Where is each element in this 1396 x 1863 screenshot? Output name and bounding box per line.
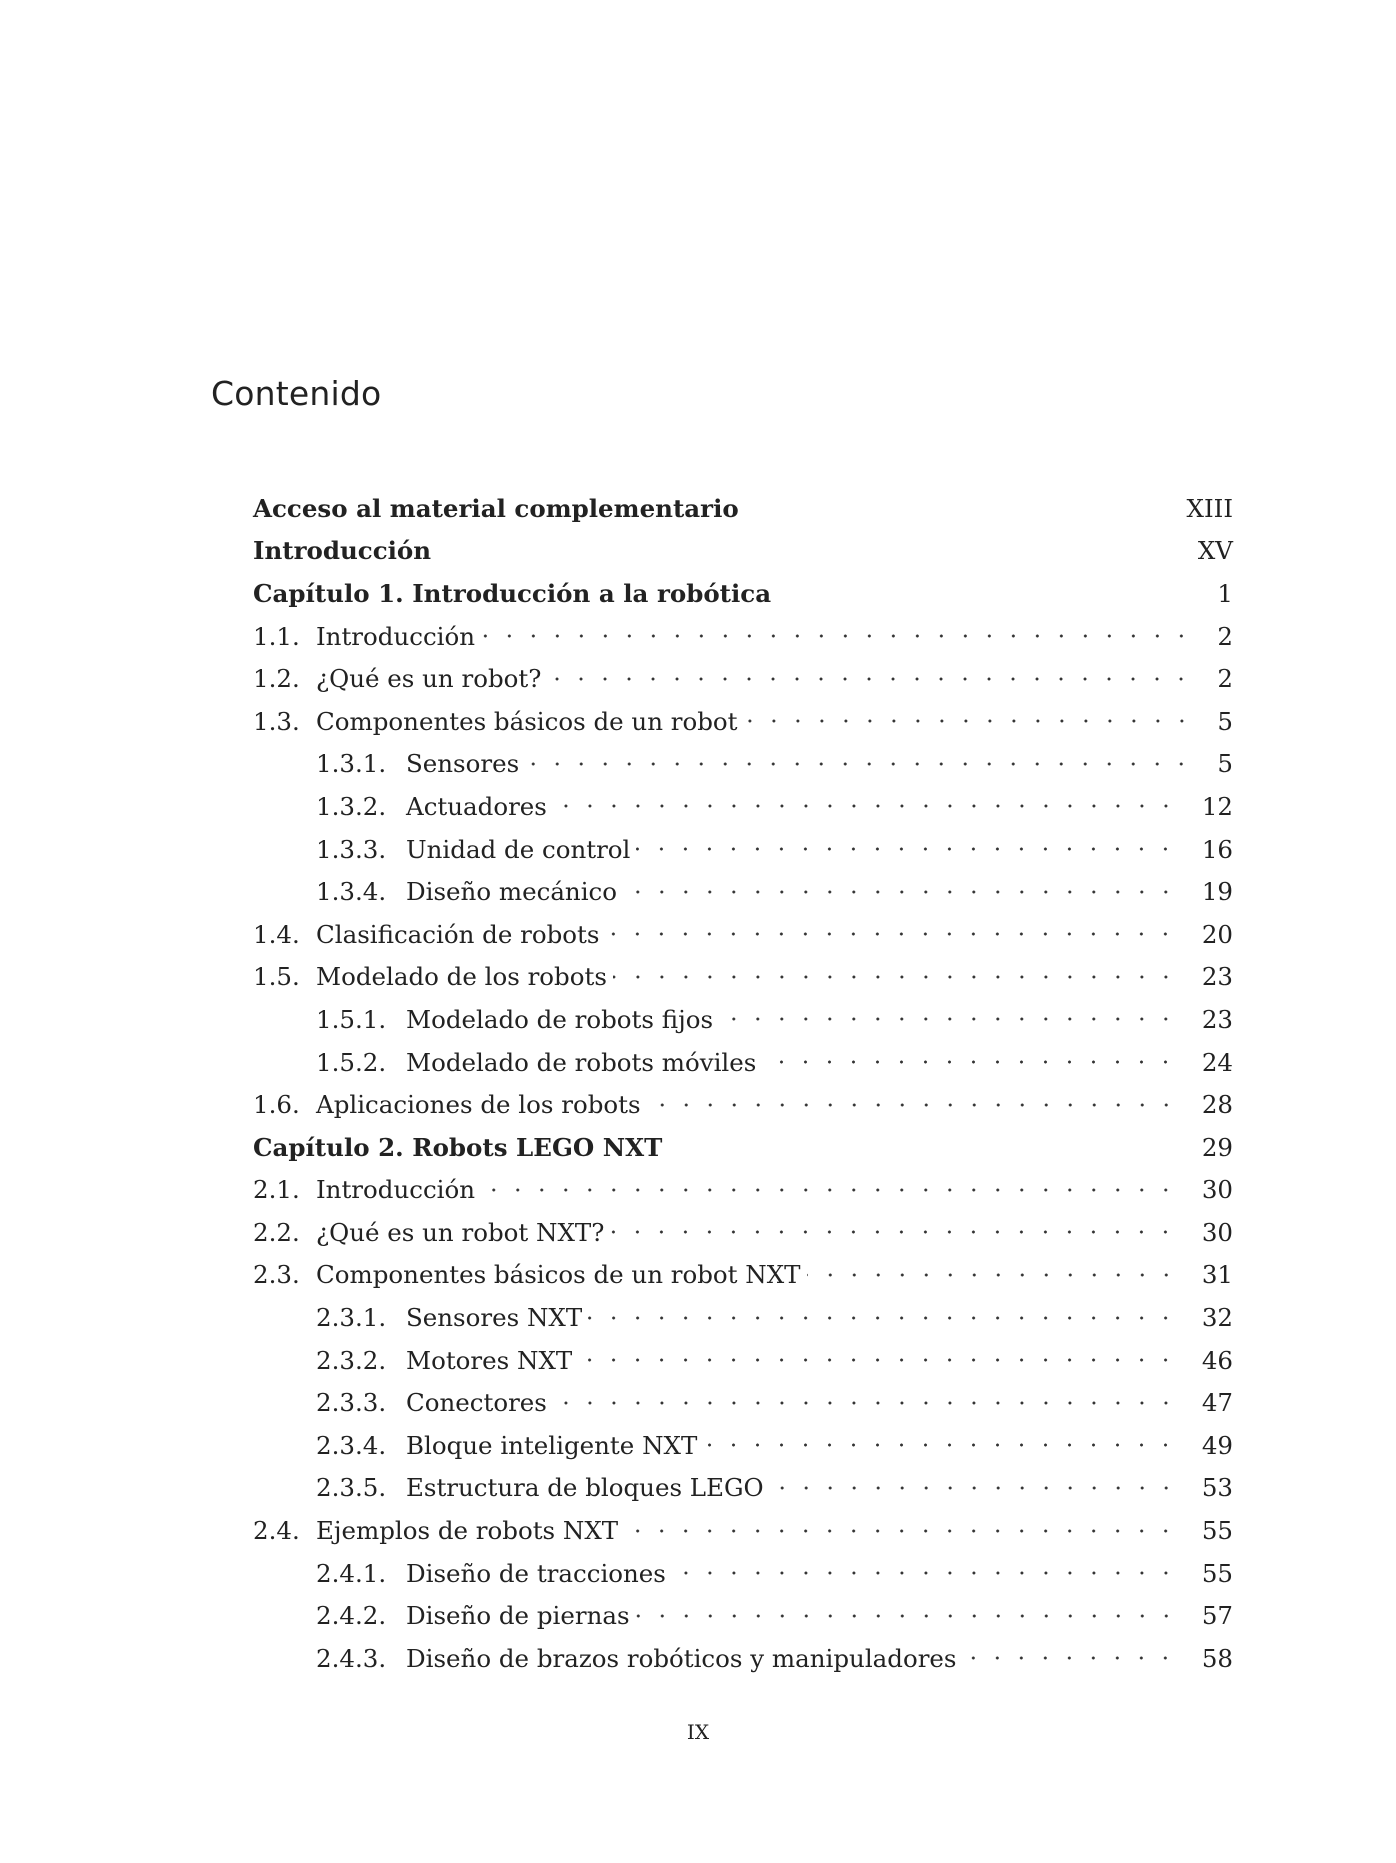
toc-entry-title: Clasificación de robots (316, 919, 600, 949)
toc-page-number: 57 (1201, 1601, 1233, 1631)
toc-section-number: 2.4. (253, 1516, 300, 1546)
toc-section-number: 2.4.1. (316, 1558, 387, 1588)
toc-entry-title: Capítulo 2. Robots LEGO NXT (253, 1132, 663, 1162)
toc-section-number: 2.2. (253, 1217, 300, 1247)
toc-section-number: 1.3.1. (316, 749, 387, 779)
toc-section-number: 1.3.3. (316, 834, 387, 864)
dot-leader (481, 624, 1193, 648)
toc-section-number: 1.2. (253, 664, 300, 694)
toc-entry-title: Diseño de tracciones (406, 1558, 666, 1588)
toc-section-entry (253, 1424, 1233, 1467)
toc-section-number: 2.1. (253, 1175, 300, 1205)
toc-entry-title: Modelado de robots fijos (406, 1004, 714, 1034)
toc-section-entry (253, 1509, 1233, 1552)
toc-page-number: 58 (1201, 1643, 1233, 1673)
toc-section-number: 2.3.5. (316, 1473, 387, 1503)
toc-entry-title: Modelado de robots móviles (406, 1047, 757, 1077)
toc-chapter-entry (253, 1126, 1233, 1169)
toc-section-entry (253, 1041, 1233, 1084)
toc-entry-title: Modelado de los robots (316, 962, 607, 992)
dot-leader (636, 1604, 1178, 1628)
toc-entry-title: Motores NXT (406, 1345, 573, 1375)
toc-page-number: 12 (1201, 791, 1233, 821)
dot-leader (744, 709, 1194, 733)
toc-page-number: XIII (1186, 493, 1233, 523)
toc-section-number: 2.3.3. (316, 1388, 387, 1418)
toc-page-number: 30 (1201, 1175, 1233, 1205)
dot-leader (624, 1519, 1178, 1543)
toc-page-number: 19 (1201, 877, 1233, 907)
toc-section-number: 1.5. (253, 962, 300, 992)
dot-leader (636, 837, 1177, 861)
toc-page-number: 2 (1217, 621, 1233, 651)
toc-section-number: 1.6. (253, 1090, 300, 1120)
toc-entry-title: Diseño de brazos robóticos y manipuladores (406, 1643, 957, 1673)
toc-section-entry (253, 1381, 1233, 1424)
toc-entry-title: Capítulo 1. Introducción a la robótica (253, 578, 772, 608)
toc-section-entry (253, 913, 1233, 956)
toc-section-entry (253, 1467, 1233, 1510)
dot-leader (553, 794, 1178, 818)
toc-section-entry (253, 657, 1233, 700)
toc-entry-title: Estructura de bloques LEGO (406, 1473, 764, 1503)
dot-leader (623, 880, 1178, 904)
toc-page-number: 23 (1201, 962, 1233, 992)
toc-entry-title: Bloque inteligente NXT (406, 1430, 698, 1460)
dot-leader (672, 1561, 1178, 1585)
toc-entry-title: Conectores (406, 1388, 547, 1418)
toc-entry-title: Actuadores (406, 791, 547, 821)
dot-leader (481, 1178, 1178, 1202)
page-title: Contenido (211, 374, 382, 413)
dot-leader (553, 1391, 1178, 1415)
toc-section-entry (253, 956, 1233, 999)
toc-entry-title: Diseño mecánico (406, 877, 618, 907)
toc-entry-title: Sensores (406, 749, 520, 779)
toc-page-number: 55 (1201, 1516, 1233, 1546)
page-number: IX (686, 1720, 710, 1744)
toc-chapter-entry (253, 487, 1233, 530)
toc-section-entry (253, 998, 1233, 1041)
toc-section-entry (253, 1339, 1233, 1382)
toc-section-number: 1.4. (253, 919, 300, 949)
toc-chapter-entry (253, 572, 1233, 615)
toc-section-entry (253, 1169, 1233, 1212)
dot-leader (807, 1263, 1178, 1287)
dot-leader (962, 1646, 1177, 1670)
toc-section-number: 1.3.4. (316, 877, 387, 907)
toc-entry-title: Acceso al material complementario (253, 493, 739, 523)
dot-leader (647, 1093, 1178, 1117)
toc-page-number: 28 (1201, 1090, 1233, 1120)
dot-leader (703, 1433, 1178, 1457)
toc-page-number: 24 (1201, 1047, 1233, 1077)
toc-entry-title: Componentes básicos de un robot (316, 706, 738, 736)
toc-section-number: 2.3.4. (316, 1430, 387, 1460)
dot-leader (547, 667, 1193, 691)
dot-leader (610, 1220, 1177, 1244)
toc-section-entry (253, 1552, 1233, 1595)
toc-section-entry (253, 615, 1233, 658)
toc-section-number: 1.5.2. (316, 1047, 387, 1077)
toc-page-number: 55 (1201, 1558, 1233, 1588)
toc-section-entry (253, 1594, 1233, 1637)
dot-leader (762, 1050, 1177, 1074)
toc-section-number: 1.1. (253, 621, 300, 651)
toc-page-number: 46 (1201, 1345, 1233, 1375)
toc-page-number: 31 (1201, 1260, 1233, 1290)
toc-section-number: 2.3.1. (316, 1303, 387, 1333)
toc-page-number: 23 (1201, 1004, 1233, 1034)
dot-leader (613, 965, 1178, 989)
toc-section-number: 1.3. (253, 706, 300, 736)
toc-section-entry (253, 1211, 1233, 1254)
toc-entry-title: Introducción (253, 536, 432, 566)
dot-leader (588, 1306, 1178, 1330)
toc-section-entry (253, 1637, 1233, 1680)
toc-section-number: 1.5.1. (316, 1004, 387, 1034)
table-of-contents (253, 487, 1233, 1680)
toc-entry-title: Diseño de piernas (406, 1601, 630, 1631)
toc-entry-title: Introducción (316, 621, 476, 651)
toc-section-number: 2.3. (253, 1260, 300, 1290)
toc-section-number: 2.3.2. (316, 1345, 387, 1375)
toc-entry-title: ¿Qué es un robot? (316, 664, 542, 694)
toc-entry-title: Ejemplos de robots NXT (316, 1516, 619, 1546)
toc-page-number: 32 (1201, 1303, 1233, 1333)
toc-section-entry (253, 870, 1233, 913)
toc-entry-title: Introducción (316, 1175, 476, 1205)
toc-entry-title: Sensores NXT (406, 1303, 583, 1333)
toc-section-entry (253, 1254, 1233, 1297)
toc-page-number: XV (1197, 536, 1233, 566)
toc-page-number: 30 (1201, 1217, 1233, 1247)
toc-section-number: 1.3.2. (316, 791, 387, 821)
toc-section-number: 2.4.3. (316, 1643, 387, 1673)
toc-page-number: 20 (1201, 919, 1233, 949)
dot-leader (525, 752, 1193, 776)
dot-leader (719, 1007, 1178, 1031)
toc-section-entry (253, 785, 1233, 828)
toc-section-entry (253, 1083, 1233, 1126)
toc-page-number: 16 (1201, 834, 1233, 864)
toc-section-number: 2.4.2. (316, 1601, 387, 1631)
toc-page-number: 29 (1201, 1132, 1233, 1162)
toc-section-entry (253, 828, 1233, 871)
toc-page-number: 5 (1217, 706, 1233, 736)
toc-page-number: 49 (1201, 1430, 1233, 1460)
toc-page-number: 1 (1217, 578, 1233, 608)
toc-page-number: 2 (1217, 664, 1233, 694)
toc-entry-title: Aplicaciones de los robots (316, 1090, 641, 1120)
toc-section-entry (253, 743, 1233, 786)
toc-page-number: 47 (1201, 1388, 1233, 1418)
dot-leader (578, 1348, 1178, 1372)
toc-entry-title: Unidad de control (406, 834, 631, 864)
toc-page-number: 53 (1201, 1473, 1233, 1503)
toc-entry-title: Componentes básicos de un robot NXT (316, 1260, 801, 1290)
dot-leader (770, 1476, 1178, 1500)
toc-section-entry (253, 700, 1233, 743)
toc-page-number: 5 (1217, 749, 1233, 779)
toc-entry-title: ¿Qué es un robot NXT? (316, 1217, 605, 1247)
dot-leader (605, 922, 1177, 946)
toc-section-entry (253, 1296, 1233, 1339)
toc-chapter-entry (253, 530, 1233, 573)
